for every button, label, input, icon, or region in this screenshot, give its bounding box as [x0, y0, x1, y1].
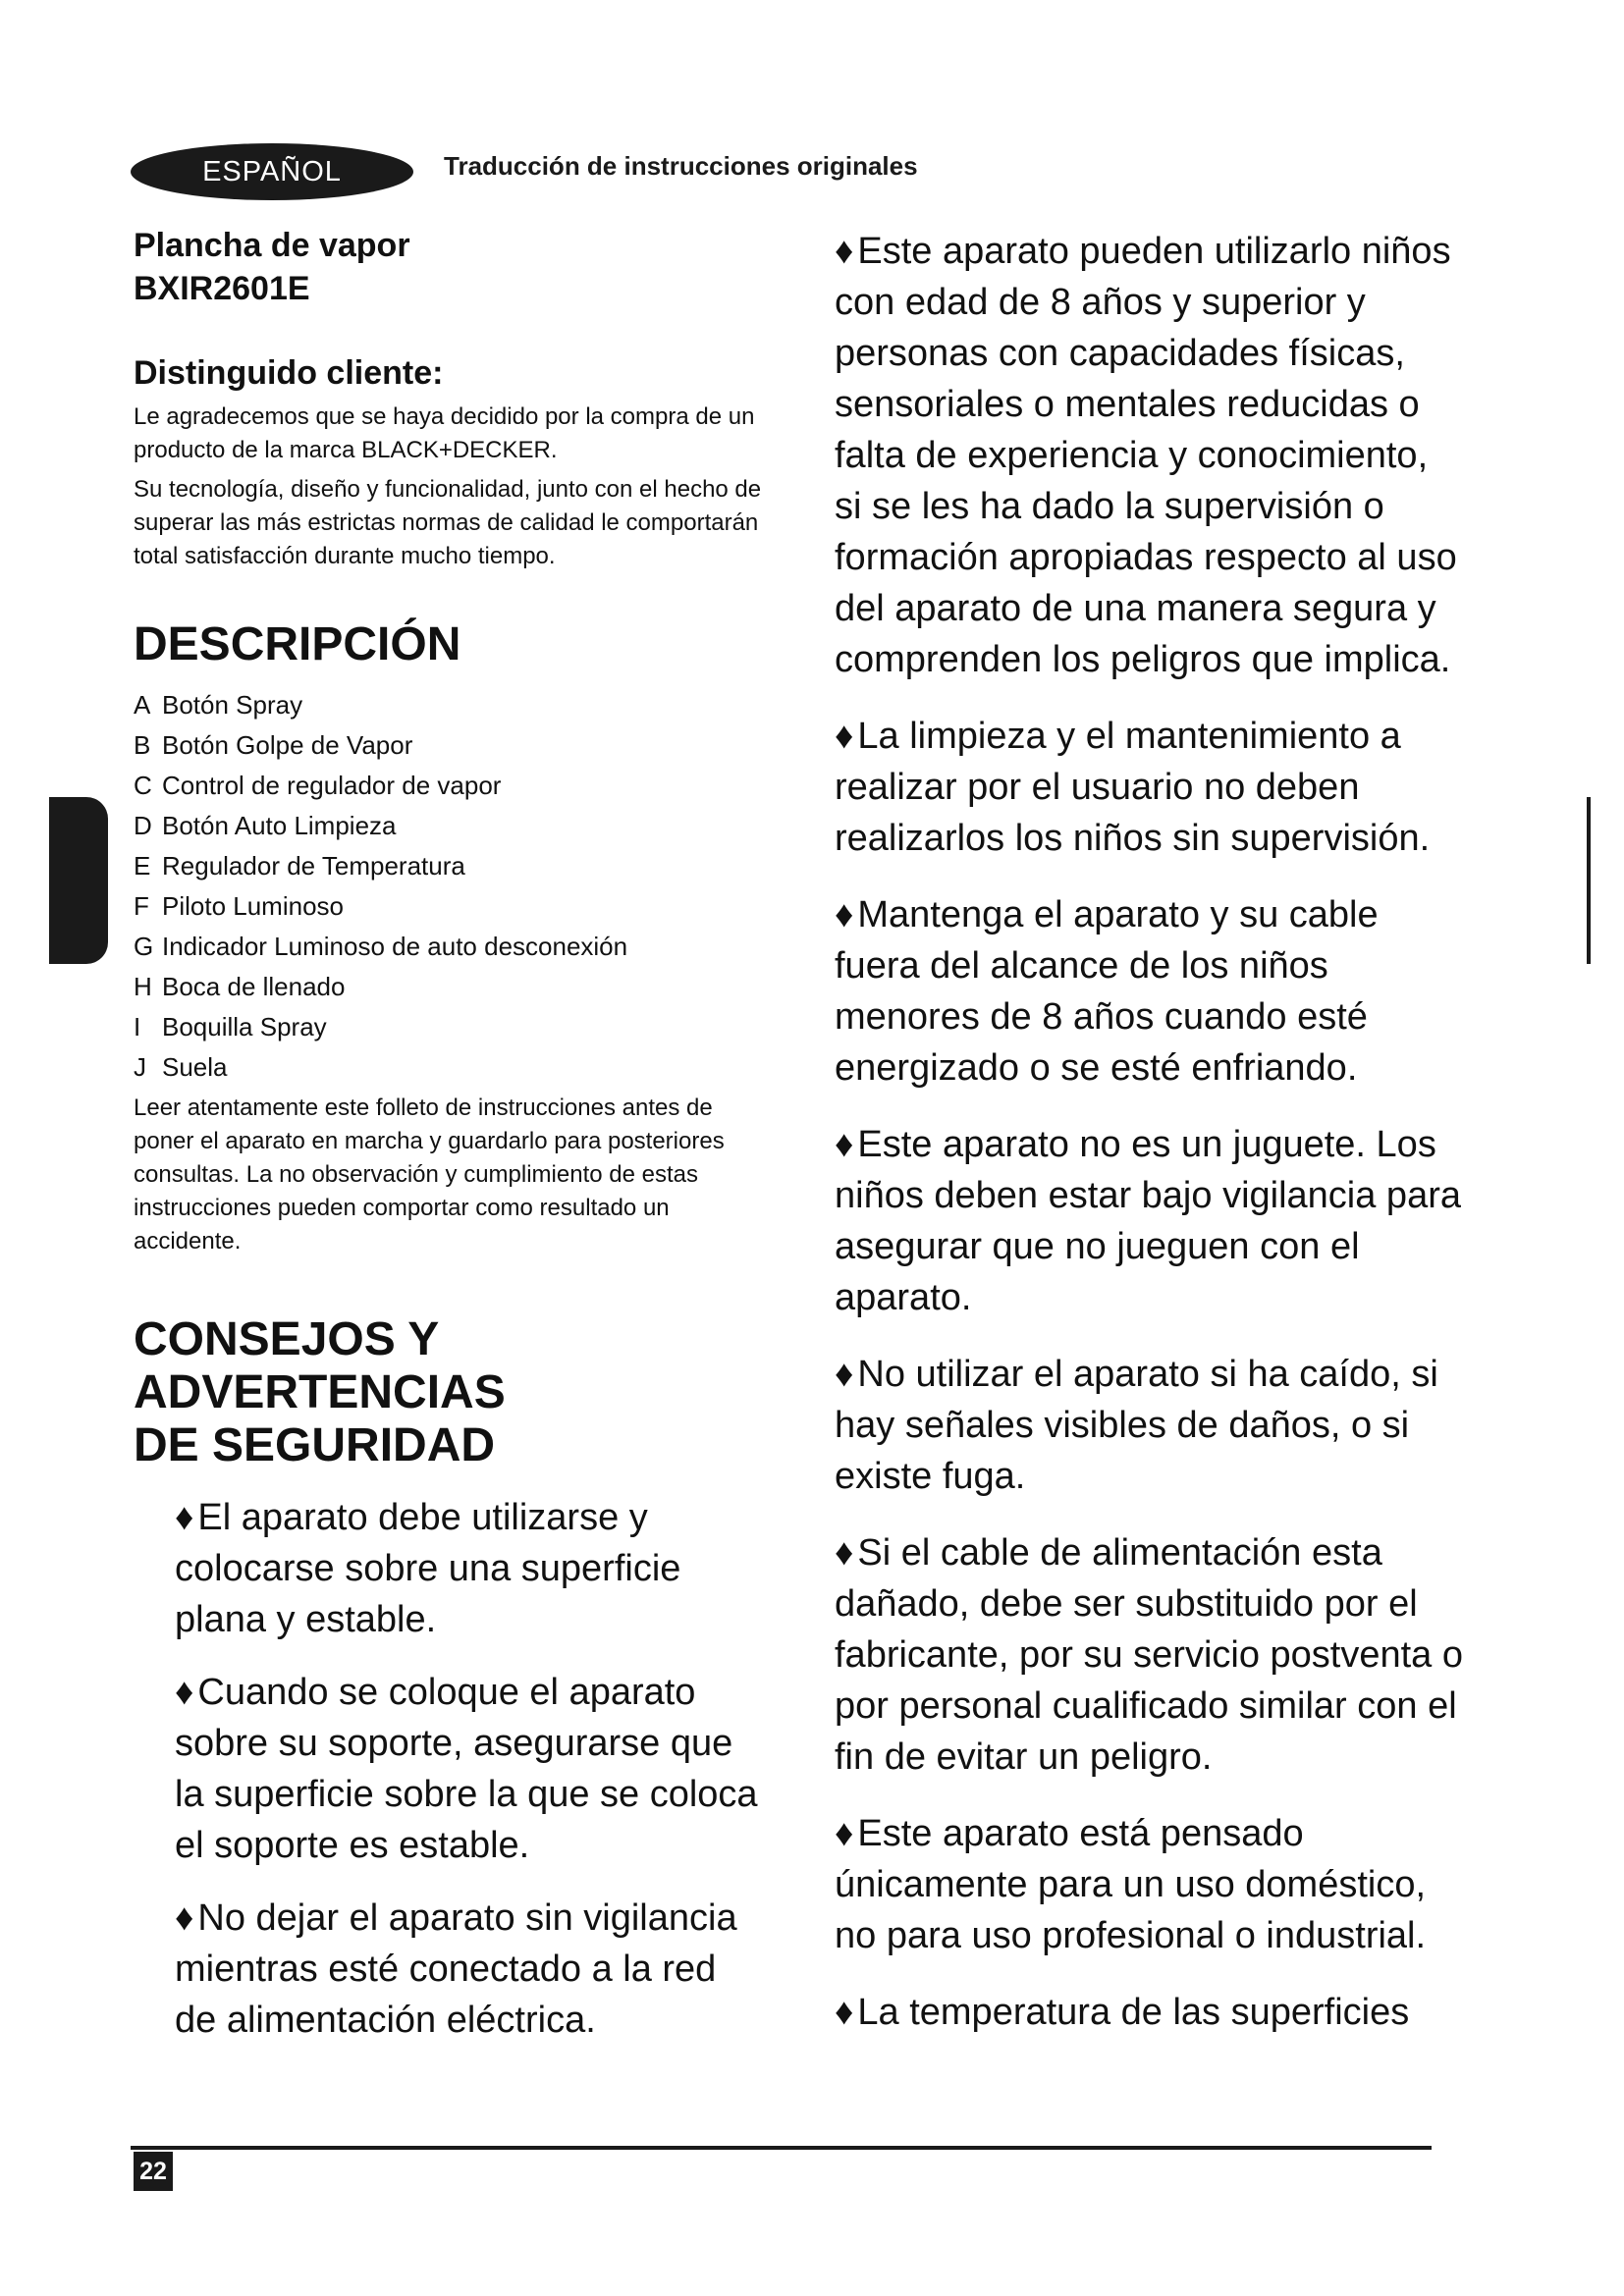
description-item — [134, 1007, 762, 1047]
diamond-bullet-icon: ♦ — [835, 894, 854, 935]
description-letter: J — [134, 1052, 146, 1082]
description-item — [134, 967, 762, 1007]
description-letter: I — [134, 1012, 141, 1041]
description-item — [134, 806, 762, 846]
page-number: 22 — [134, 2152, 173, 2191]
safety-heading — [134, 1313, 762, 1472]
safety-item — [835, 226, 1463, 685]
description-heading: DESCRIPCIÓN — [134, 618, 461, 670]
diamond-bullet-icon: ♦ — [835, 1992, 854, 2033]
description-label: Control de regulador de vapor — [162, 771, 502, 800]
safety-list-left — [134, 1492, 762, 2046]
safety-heading-line: CONSEJOS Y ADVERTENCIAS — [134, 1313, 506, 1418]
description-letter: C — [134, 771, 152, 800]
safety-item-text: No dejar el aparato sin vigilancia mientras esté conectado a la red de alimentación eléctrica. — [175, 1897, 737, 2041]
description-item — [134, 725, 762, 766]
right-column — [835, 226, 1463, 2063]
description-label: Indicador Luminoso de auto desconexión — [162, 932, 628, 961]
safety-heading-line: DE SEGURIDAD — [134, 1419, 496, 1471]
language-badge — [131, 143, 413, 200]
description-item — [134, 846, 762, 886]
section-side-tab — [49, 797, 108, 964]
greeting-title: Distinguido cliente: — [134, 354, 444, 392]
diamond-bullet-icon: ♦ — [835, 1124, 854, 1165]
description-item — [134, 1047, 762, 1088]
diamond-bullet-icon: ♦ — [835, 231, 854, 272]
description-note: Leer atentamente este folleto de instrucciones antes de poner el aparato en marcha y guardarlo para posteriores consultas. La no observación y cumplimiento de estas instrucciones pueden comportar como resultado un accidente. — [134, 1095, 725, 1255]
safety-item-text: Este aparato pueden utilizarlo niños con edad de 8 años y superior y personas con capacidades físicas, sensoriales o mentales reducidas o falta de experiencia y conocimiento, si se les ha dado la supervisión o formación apropiadas respecto al uso del aparato de una manera segura y comprenden los peligros que implica. — [835, 231, 1457, 680]
description-label: Suela — [162, 1052, 228, 1082]
description-letter: F — [134, 891, 149, 921]
diamond-bullet-icon: ♦ — [835, 1354, 854, 1395]
diamond-bullet-icon: ♦ — [835, 1532, 854, 1574]
language-label: ESPAÑOL — [202, 155, 342, 187]
safety-item-text: No utilizar el aparato si ha caído, si hay señales visibles de daños, o si existe fuga. — [835, 1354, 1438, 1497]
product-model: BXIR2601E — [134, 270, 310, 307]
description-item — [134, 766, 762, 806]
right-edge-marker — [1587, 797, 1591, 964]
safety-item — [835, 889, 1463, 1094]
safety-item — [835, 1119, 1463, 1323]
description-label: Boca de llenado — [162, 972, 346, 1001]
safety-item — [835, 1349, 1463, 1502]
description-label: Boquilla Spray — [162, 1012, 327, 1041]
safety-item-text: La limpieza y el mantenimiento a realizar por el usuario no deben realizarlos los niños sin supervisión. — [835, 716, 1431, 859]
safety-item — [175, 1893, 762, 2046]
safety-item — [175, 1667, 762, 1871]
greeting-paragraph: Su tecnología, diseño y funcionalidad, junto con el hecho de superar las más estrictas normas de calidad le comportarán total satisfacción durante mucho tiempo. — [134, 476, 762, 569]
safety-item-text: Este aparato está pensado únicamente para un uso doméstico, no para uso profesional o industrial. — [835, 1813, 1427, 1956]
description-letter: A — [134, 690, 151, 720]
safety-item — [835, 1527, 1463, 1783]
diamond-bullet-icon: ♦ — [175, 1672, 194, 1713]
description-item — [134, 685, 762, 725]
safety-item-text: Si el cable de alimentación esta dañado, debe ser substituido por el fabricante, por su servicio postventa o por personal cualificado similar con el fin de evitar un peligro. — [835, 1532, 1464, 1778]
description-list — [134, 685, 762, 1088]
safety-item — [175, 1492, 762, 1645]
safety-item-text: El aparato debe utilizarse y colocarse sobre una superficie plana y estable. — [175, 1497, 681, 1640]
description-label: Botón Auto Limpieza — [162, 811, 397, 840]
description-letter: H — [134, 972, 152, 1001]
safety-item-text: Cuando se coloque el aparato sobre su soporte, asegurarse que la superficie sobre la que se coloca el soporte es estable. — [175, 1672, 758, 1866]
description-label: Botón Golpe de Vapor — [162, 730, 413, 760]
footer-rule — [131, 2146, 1432, 2150]
diamond-bullet-icon: ♦ — [835, 716, 854, 757]
safety-item — [835, 1808, 1463, 1961]
product-name: Plancha de vapor — [134, 227, 410, 264]
left-column — [134, 224, 762, 2067]
description-letter: D — [134, 811, 152, 840]
description-label: Botón Spray — [162, 690, 303, 720]
safety-item-text: Mantenga el aparato y su cable fuera del alcance de los niños menores de 8 años cuando esté energizado o se esté enfriando. — [835, 894, 1379, 1089]
greeting-paragraph: Le agradecemos que se haya decidido por la compra de un producto de la marca BLACK+DECKER. — [134, 403, 755, 463]
description-letter: E — [134, 851, 151, 881]
description-label: Regulador de Temperatura — [162, 851, 465, 881]
diamond-bullet-icon: ♦ — [835, 1813, 854, 1854]
safety-item-text: Este aparato no es un juguete. Los niños deben estar bajo vigilancia para asegurar que no jueguen con el aparato. — [835, 1124, 1461, 1318]
safety-item — [835, 711, 1463, 864]
safety-item-text: La temperatura de las superficies — [857, 1992, 1410, 2033]
safety-list-right — [835, 226, 1463, 2038]
description-item — [134, 927, 762, 967]
description-label: Piloto Luminoso — [162, 891, 344, 921]
description-letter: G — [134, 932, 154, 961]
description-letter: B — [134, 730, 151, 760]
diamond-bullet-icon: ♦ — [175, 1897, 194, 1939]
document-subtitle: Traducción de instrucciones originales — [444, 151, 918, 181]
diamond-bullet-icon: ♦ — [175, 1497, 194, 1538]
description-item — [134, 886, 762, 927]
safety-item — [835, 1987, 1463, 2038]
